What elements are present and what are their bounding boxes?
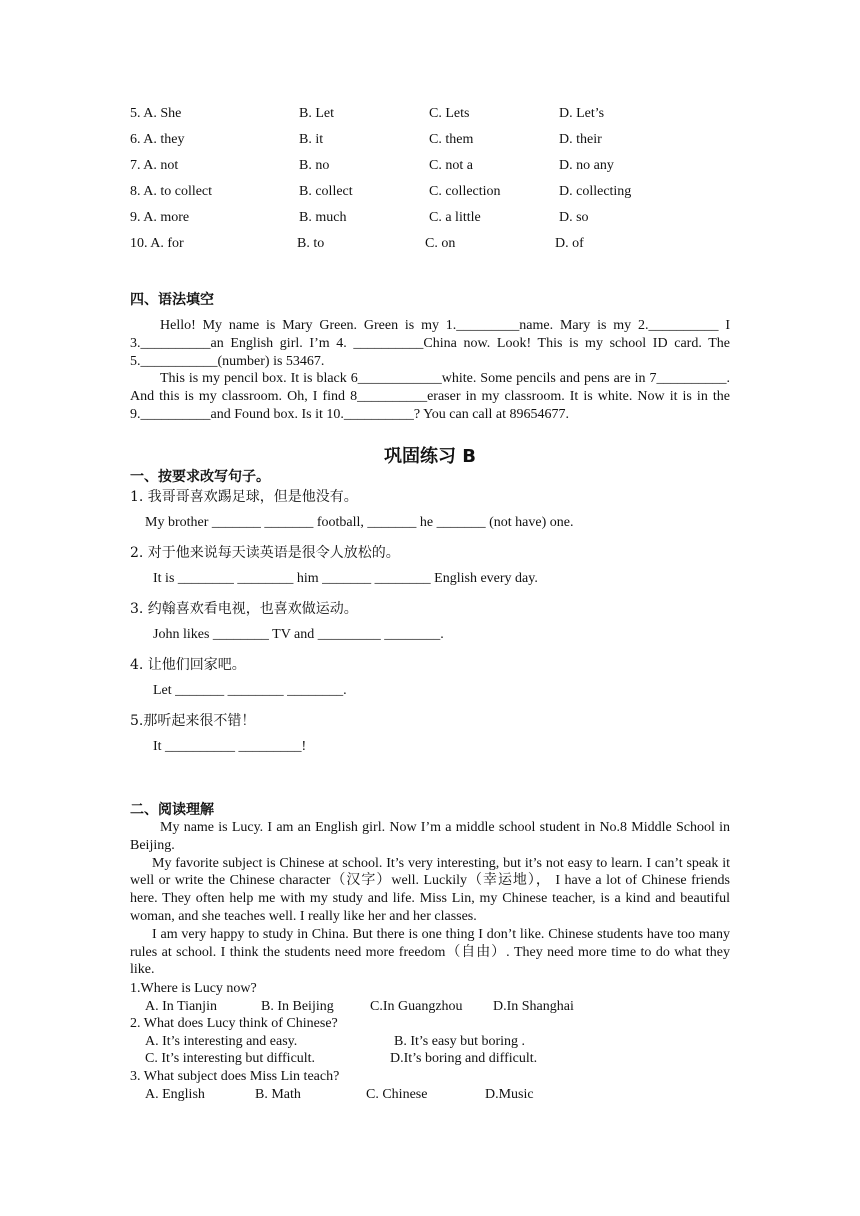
rewrite-prompt: 4. 让他们回家吧。 [130,657,246,673]
option-d: D. of [555,236,584,251]
question-3-options [130,1086,730,1104]
option-a: 5. A. She [130,106,182,121]
question-2-options [130,1033,730,1051]
option-d: D.Music [485,1086,534,1102]
reading-paragraph: My name is Lucy. I am an English girl. Now I’m a middle school student in No.8 Middle School in Beijing. [130,820,730,853]
option-d: D. their [559,132,602,147]
option-b: B. Math [255,1086,301,1102]
mc-row [130,184,730,210]
rewrite-heading: 一、按要求改写句子。 [130,469,270,485]
option-a: 9. A. more [130,210,190,225]
option-d: D. so [559,210,589,225]
option-d: D. collecting [559,184,632,199]
option-b: B. Let [299,106,334,121]
option-c: C. them [429,132,474,147]
reading-passage [130,819,730,979]
question-2-options [130,1050,730,1068]
mc-row [130,236,730,262]
grammar-passage [130,317,730,424]
option-a: A. In Tianjin [145,998,217,1014]
option-c: C. Chinese [366,1086,428,1102]
question-1-options [130,998,730,1016]
option-d: D.It’s boring and difficult. [390,1051,538,1067]
option-c: C. collection [429,184,501,199]
mc-row [130,210,730,236]
option-d: D. no any [559,158,614,173]
mc-row [130,132,730,158]
option-c: C. It’s interesting but difficult. [145,1051,316,1067]
option-b: B. It’s easy but boring . [394,1033,526,1049]
rewrite-prompt: 5.那听起来很不错！ [130,713,256,729]
option-a: 7. A. not [130,158,179,173]
rewrite-sentence: My brother _______ _______ football, _______ he _______ (not have) one. [145,515,574,530]
option-c: C. a little [429,210,481,225]
reading-questions [130,980,730,1103]
option-b: B. collect [299,184,353,199]
mc-row [130,158,730,184]
mc-row [130,106,730,132]
option-a: A. It’s interesting and easy. [145,1033,298,1049]
section-title: 巩固练习 B [384,446,476,467]
grammar-paragraph: This is my pencil box. It is black 6____________white. Some pencils and pens are in 7__________. And this is my classroom. Oh, I find 8__________eraser in my classroom. It is white. Now it is in the 9.__________and Found box. Is it 10.__________? You can call at 89654677. [130,371,730,422]
rewrite-sentence: It is ________ ________ him _______ ________ English every day. [153,571,538,586]
rewrite-sentence: It __________ _________! [153,739,307,754]
option-b: B. it [299,132,324,147]
rewrite-prompt: 3. 约翰喜欢看电视，也喜欢做运动。 [130,601,358,617]
question-3: 3. What subject does Miss Lin teach? [130,1068,340,1084]
question-1: 1.Where is Lucy now? [130,981,257,996]
rewrite-sentence: Let _______ ________ ________. [153,683,347,698]
rewrite-prompt: 1. 我哥哥喜欢踢足球，但是他没有。 [130,489,358,505]
option-a: 8. A. to collect [130,184,213,199]
option-b: B. no [299,158,330,173]
option-d: D.In Shanghai [493,998,574,1014]
option-c: C. Lets [429,106,470,121]
option-c: C. on [425,236,456,251]
option-b: B. much [299,210,347,225]
option-a: 10. A. for [130,236,184,251]
option-d: D. Let’s [559,106,605,121]
option-a: 6. A. they [130,132,185,147]
mc-options [130,106,730,262]
rewrite-sentence: John likes ________ TV and _________ ________. [153,627,444,642]
option-c: C. not a [429,158,473,173]
reading-heading: 二、阅读理解 [130,802,214,818]
option-b: B. to [297,236,325,251]
grammar-paragraph: Hello! My name is Mary Green. Green is my 1._________name. Mary is my 2.__________ I 3.__________an English girl. I’m 4. __________China now. Look! This is my school ID card. The 5.___________(number) is 53467. [130,318,730,369]
reading-paragraph: I am very happy to study in China. But there is one thing I don’t like. Chinese students have too many rules at school. I think the students need more freedom（自由）. They need more time to do what they like. [130,926,730,978]
question-2: 2. What does Lucy think of Chinese? [130,1016,338,1032]
option-b: B. In Beijing [261,998,334,1014]
option-c: C.In Guangzhou [370,998,463,1014]
grammar-heading: 四、语法填空 [130,292,214,308]
option-a: A. English [145,1086,205,1102]
reading-paragraph: My favorite subject is Chinese at school. It’s very interesting, but it’s not easy to learn. I can’t speak it well or write the Chinese character（汉字）well. Luckily（幸运地）， I have a lot of Chinese friends here. They often help me with my study and life. Miss Lin, my Chinese teacher, is a kind and beautiful woman, and she teaches well. I really like her and her classes. [130,855,730,924]
rewrite-prompt: 2. 对于他来说每天读英语是很令人放松的。 [130,545,400,561]
